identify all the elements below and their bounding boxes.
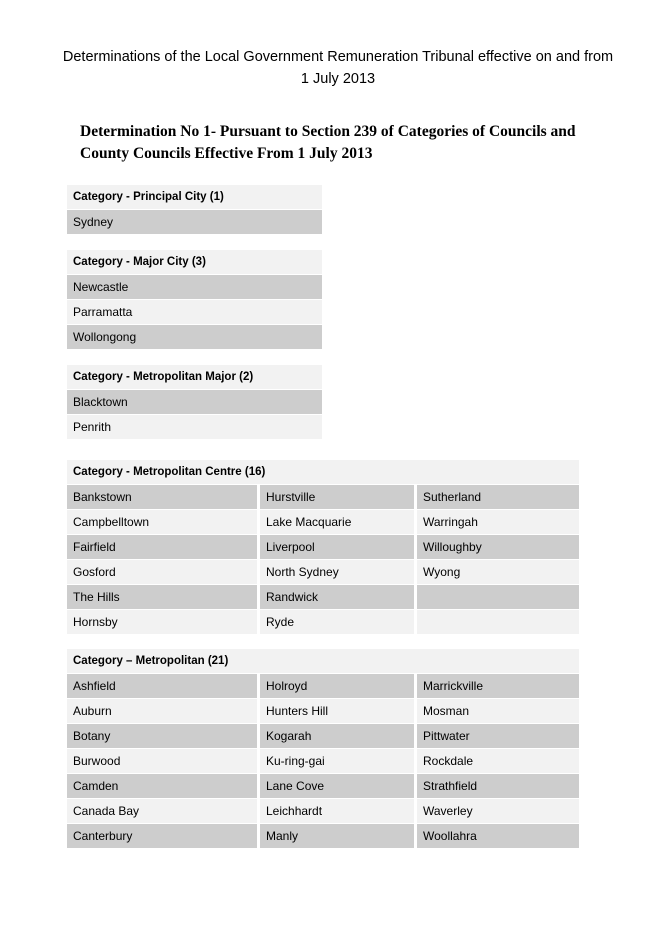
table-row (67, 560, 579, 585)
council-cell: Kogarah (260, 724, 417, 749)
council-cell: Canterbury (67, 824, 260, 849)
council-cell: Manly (260, 824, 417, 849)
table-row (67, 390, 322, 415)
table-metropolitan (67, 649, 579, 849)
council-cell: Hurstville (260, 485, 417, 510)
council-cell: Blacktown (67, 390, 322, 415)
council-cell (417, 585, 579, 610)
table-row (67, 535, 579, 560)
council-cell: Liverpool (260, 535, 417, 560)
council-cell: Willoughby (417, 535, 579, 560)
table-row (67, 510, 579, 535)
council-cell: Leichhardt (260, 799, 417, 824)
council-cell: Hornsby (67, 610, 260, 635)
table-heading: Category – Metropolitan (21) (67, 649, 579, 674)
determination-title: Determination No 1- Pursuant to Section 239 of Categories of Councils and County Councils Effective From 1 July 2013 (80, 123, 576, 162)
table-row (67, 485, 579, 510)
table-row (67, 210, 322, 235)
table-heading: Category - Principal City (1) (67, 185, 322, 210)
table-heading: Category - Metropolitan Centre (16) (67, 460, 579, 485)
table-row (67, 749, 579, 774)
table-row (67, 724, 579, 749)
council-cell: Marrickville (417, 674, 579, 699)
council-cell: Fairfield (67, 535, 260, 560)
council-cell: Burwood (67, 749, 260, 774)
council-cell: Penrith (67, 415, 322, 440)
council-cell: Wollongong (67, 325, 322, 350)
table-principal-city (67, 185, 322, 235)
council-cell: The Hills (67, 585, 260, 610)
council-cell: Strathfield (417, 774, 579, 799)
council-cell: Sutherland (417, 485, 579, 510)
council-cell: Mosman (417, 699, 579, 724)
council-cell: Holroyd (260, 674, 417, 699)
table-row (67, 275, 322, 300)
council-cell: Gosford (67, 560, 260, 585)
council-cell: Auburn (67, 699, 260, 724)
council-cell: Ku-ring-gai (260, 749, 417, 774)
council-cell: Lake Macquarie (260, 510, 417, 535)
council-cell: Camden (67, 774, 260, 799)
table-major-city (67, 250, 322, 350)
council-cell: Sydney (67, 210, 322, 235)
table-row (67, 674, 579, 699)
document-header: Determinations of the Local Government Remuneration Tribunal effective on and from 1 July 2013 (62, 49, 614, 87)
council-cell (417, 610, 579, 635)
council-cell: Woollahra (417, 824, 579, 849)
council-cell: Warringah (417, 510, 579, 535)
council-cell: Bankstown (67, 485, 260, 510)
council-cell: Lane Cove (260, 774, 417, 799)
council-cell: Waverley (417, 799, 579, 824)
council-cell: Wyong (417, 560, 579, 585)
table-row (67, 415, 322, 440)
council-cell: Parramatta (67, 300, 322, 325)
council-cell: Pittwater (417, 724, 579, 749)
table-heading: Category - Major City (3) (67, 250, 322, 275)
table-row (67, 699, 579, 724)
council-cell: Ryde (260, 610, 417, 635)
council-cell: Hunters Hill (260, 699, 417, 724)
council-cell: Campbelltown (67, 510, 260, 535)
table-row (67, 799, 579, 824)
table-row (67, 610, 579, 635)
council-cell: Newcastle (67, 275, 322, 300)
table-metropolitan-centre (67, 460, 579, 635)
table-row (67, 824, 579, 849)
table-metropolitan-major (67, 365, 322, 440)
council-cell: Randwick (260, 585, 417, 610)
table-heading: Category - Metropolitan Major (2) (67, 365, 322, 390)
council-cell: Botany (67, 724, 260, 749)
table-row (67, 300, 322, 325)
table-row (67, 585, 579, 610)
council-cell: Rockdale (417, 749, 579, 774)
table-row (67, 325, 322, 350)
table-row (67, 774, 579, 799)
council-cell: Canada Bay (67, 799, 260, 824)
council-cell: Ashfield (67, 674, 260, 699)
council-cell: North Sydney (260, 560, 417, 585)
